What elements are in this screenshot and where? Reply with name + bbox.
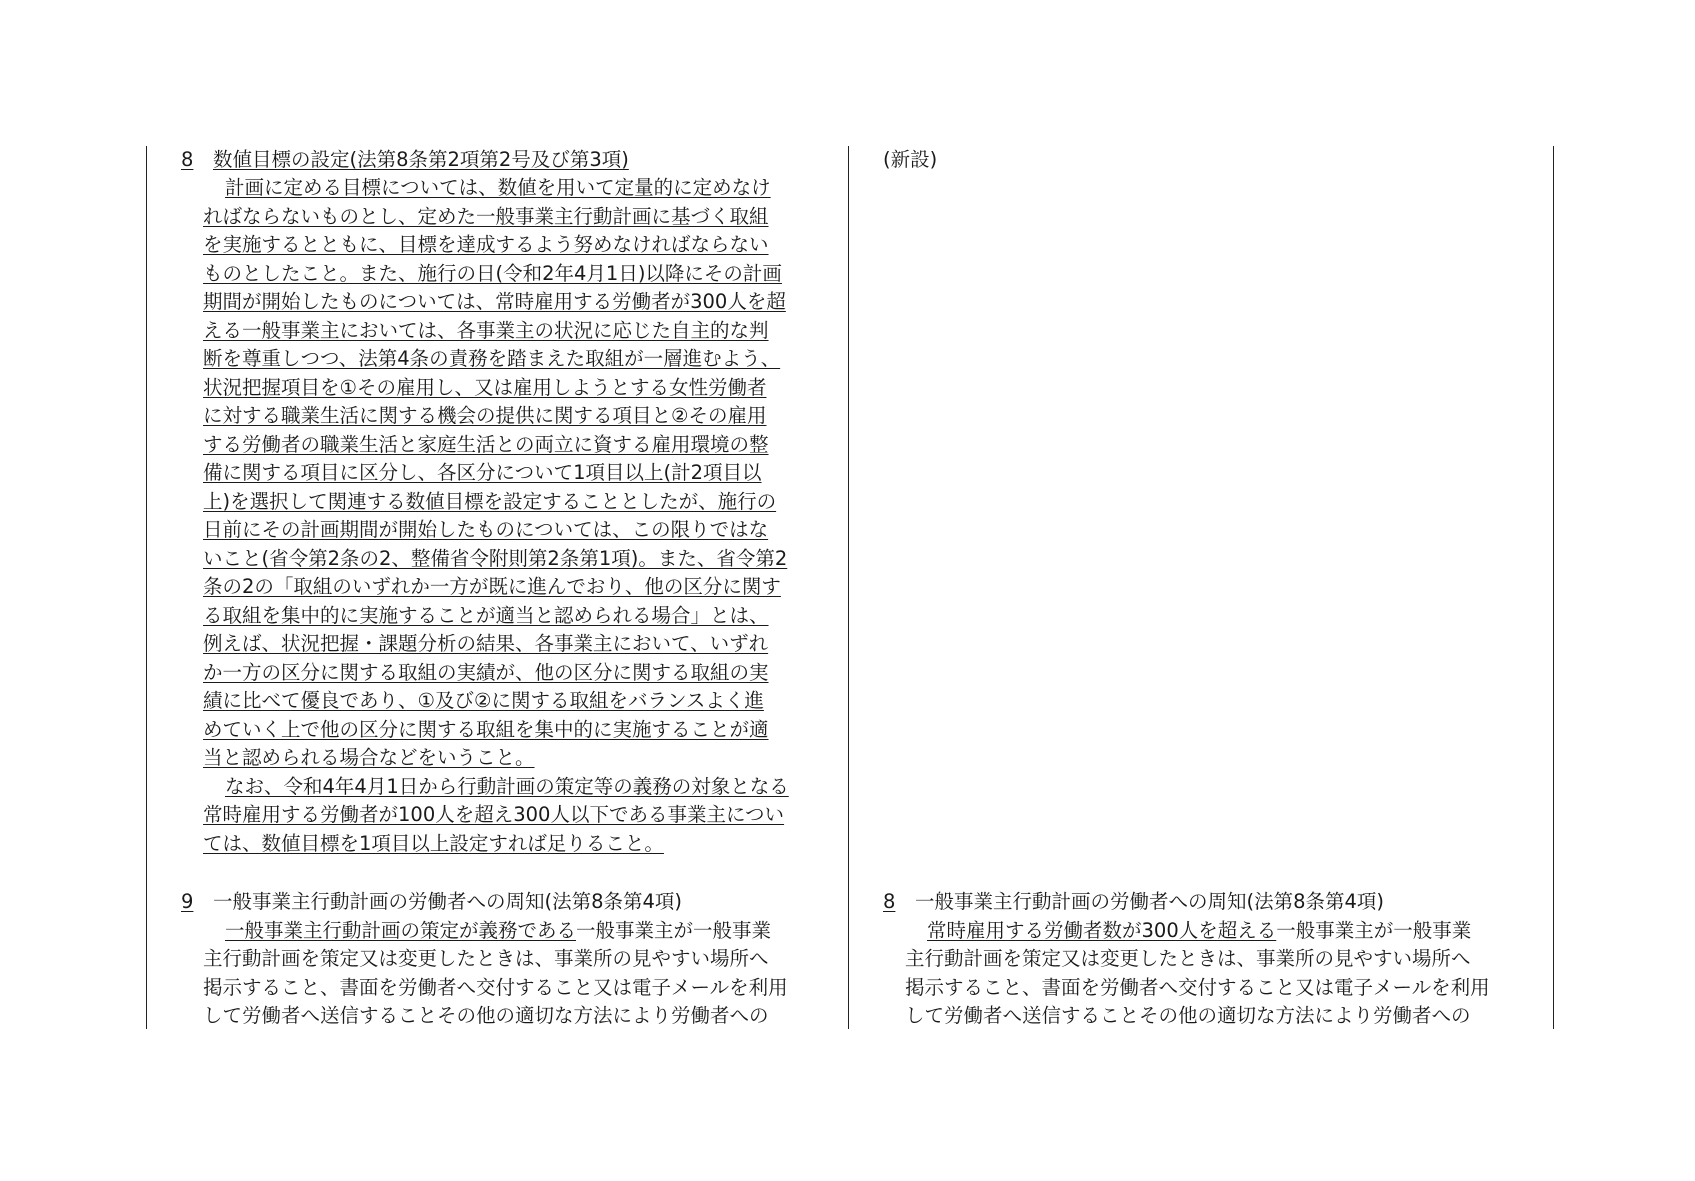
left-s8-p2-line: 常時雇用する労働者が100人を超え300人以下である事業主につい: [203, 803, 785, 826]
left-s8-p1-line: めていく上で他の区分に関する取組を集中的に実施することが適: [203, 718, 769, 741]
left-s8-p1-line: 当と認められる場合などをいうこと。: [203, 746, 535, 769]
left-s8-p1-line: 条の2の「取組のいずれか一方が既に進んでおり、他の区分に関す: [203, 575, 781, 598]
new-provision-label: (新設): [883, 148, 938, 171]
left-s8-p1-line: 断を尊重しつつ、法第4条の責務を踏まえた取組が一層進むよう、: [203, 347, 781, 370]
right-section8-heading: [883, 888, 1384, 916]
right-s8-line: [927, 917, 1471, 945]
left-section9-heading: [181, 888, 682, 916]
left-s9-line: 掲示すること、書面を労働者へ交付すること又は電子メールを利用: [203, 976, 788, 999]
amended-phrase: 一般事業主行動計画の策定が義務である: [225, 919, 577, 942]
right-s8-line: 主行動計画を策定又は変更したときは、事業所の見やすい場所へ: [905, 947, 1471, 970]
left-s9-line: して労働者へ送信することその他の適切な方法により労働者への: [203, 1004, 769, 1027]
left-s8-p1-line: 例えば、状況把握・課題分析の結果、各事業主において、いずれ: [203, 632, 769, 655]
right-s8-line: して労働者へ送信することその他の適切な方法により労働者への: [905, 1004, 1471, 1027]
left-s8-p1-line: 計画に定める目標については、数値を用いて定量的に定めなけ: [225, 176, 771, 199]
left-s8-p2-line: なお、令和4年4月1日から行動計画の策定等の義務の対象となる: [225, 775, 789, 798]
section-number: 9: [181, 890, 194, 913]
left-s8-p1-line: 上)を選択して関連する数値目標を設定することとしたが、施行の: [203, 490, 777, 513]
column-divider: [848, 146, 849, 1029]
line-rest: 一般事業主が一般事業: [1276, 919, 1472, 942]
line-rest: 一般事業主が一般事業: [576, 919, 772, 942]
left-s8-p1-line: に対する職業生活に関する機会の提供に関する項目と②その雇用: [203, 404, 767, 427]
section-number: 8: [883, 890, 896, 913]
right-s8-line: 掲示すること、書面を労働者へ交付すること又は電子メールを利用: [905, 976, 1490, 999]
left-s8-p1-line: 状況把握項目を①その雇用し、又は雇用しようとする女性労働者: [203, 376, 767, 399]
table-left-border: [146, 146, 147, 1029]
left-s8-p1-line: を実施するとともに、目標を達成するよう努めなければならない: [203, 233, 769, 256]
left-s9-line: [225, 917, 771, 945]
left-s8-p1-line: いこと(省令第2条の2、整備省令附則第2条第1項)。また、省令第2: [203, 547, 788, 570]
section-title: 一般事業主行動計画の労働者への周知(法第8条第4項): [915, 890, 1385, 913]
left-s8-p2-line: ては、数値目標を1項目以上設定すれば足りること。: [203, 832, 664, 855]
section-title: 数値目標の設定(法第8条第2項第2号及び第3項): [213, 148, 629, 171]
left-s8-p1-line: か一方の区分に関する取組の実績が、他の区分に関する取組の実: [203, 661, 769, 684]
left-section8-heading: [181, 146, 629, 174]
section-title: 一般事業主行動計画の労働者への周知(法第8条第4項): [213, 890, 683, 913]
left-s8-p1-line: 備に関する項目に区分し、各区分について1項目以上(計2項目以: [203, 461, 762, 484]
amended-phrase: 常時雇用する労働者数が300人を超える: [927, 919, 1277, 942]
left-s8-p1-line: ればならないものとし、定めた一般事業主行動計画に基づく取組: [203, 205, 769, 228]
left-s8-p1-line: 日前にその計画期間が開始したものについては、この限りではな: [203, 518, 769, 541]
left-s8-p1-line: る取組を集中的に実施することが適当と認められる場合」とは、: [203, 604, 769, 627]
left-s9-line: 主行動計画を策定又は変更したときは、事業所の見やすい場所へ: [203, 947, 769, 970]
section-number: 8: [181, 148, 194, 171]
left-s8-p1-line: える一般事業主においては、各事業主の状況に応じた自主的な判: [203, 319, 769, 342]
left-s8-p1-line: 績に比べて優良であり、①及び②に関する取組をバランスよく進: [203, 689, 764, 712]
left-s8-p1-line: 期間が開始したものについては、常時雇用する労働者が300人を超: [203, 290, 786, 313]
table-right-border: [1553, 146, 1554, 1029]
left-s8-p1-line: ものとしたこと。また、施行の日(令和2年4月1日)以降にその計画: [203, 262, 782, 285]
left-s8-p1-line: する労働者の職業生活と家庭生活との両立に資する雇用環境の整: [203, 433, 769, 456]
